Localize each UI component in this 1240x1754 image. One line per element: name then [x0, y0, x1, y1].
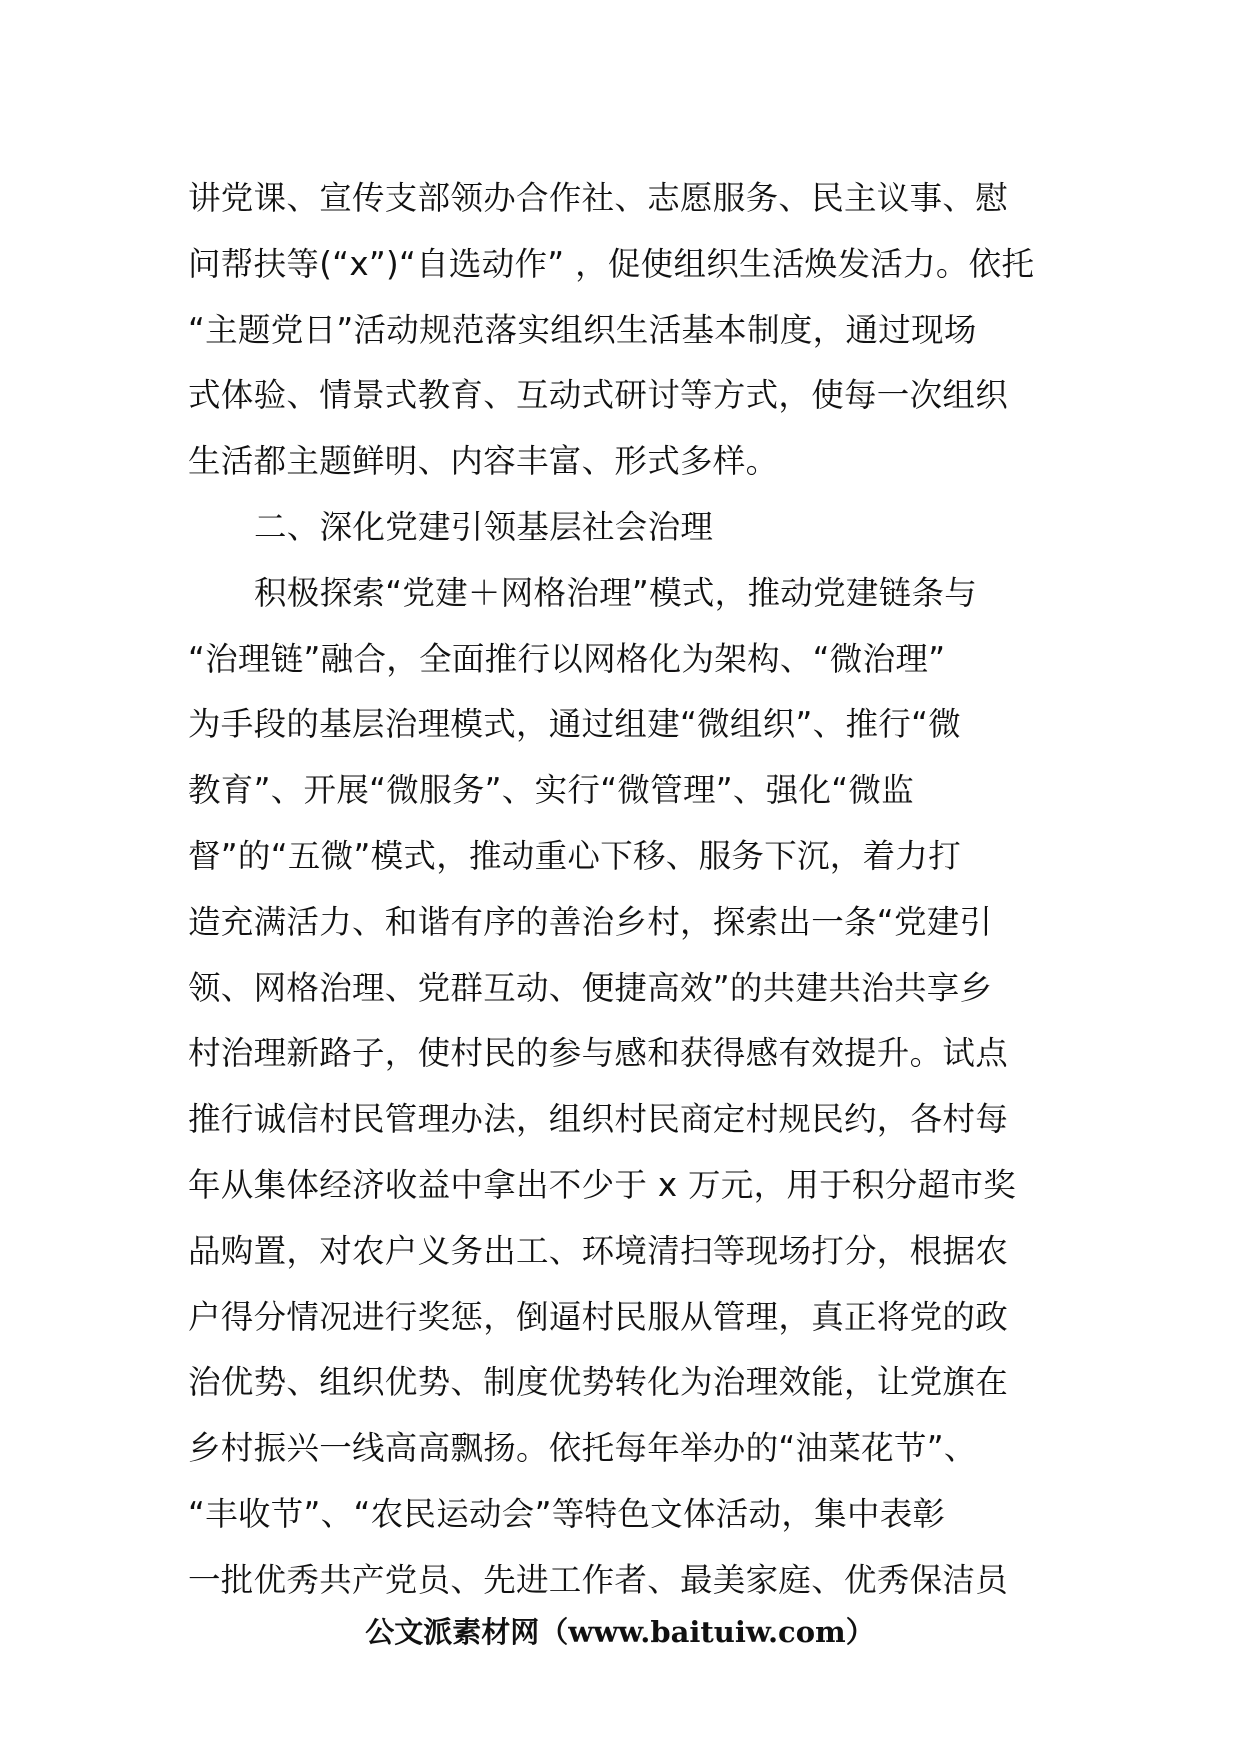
text-line: 年从集体经济收益中拿出不少于 x 万元，用于积分超市奖	[188, 1165, 1016, 1204]
text-line: 生活都主题鲜明、内容丰富、形式多样。	[188, 442, 779, 481]
text-line: 式体验、情景式教育、互动式研讨等方式，使每一次组织	[188, 376, 1009, 415]
text-line: “丰收节”、“农民运动会”等特色文体活动，集中表彰	[188, 1494, 946, 1533]
text-line: 治优势、组织优势、制度优势转化为治理效能，让党旗在	[188, 1363, 1009, 1402]
text-line: 造充满活力、和谐有序的善治乡村，探索出一条“党建引	[188, 902, 993, 941]
text-line: 村治理新路子，使村民的参与感和获得感有效提升。试点	[188, 1034, 1009, 1073]
text-line: 为手段的基层治理模式，通过组建“微组织”、推行“微	[188, 705, 962, 744]
text-line: “治理链”融合，全面推行以网格化为架构、“微治理”	[188, 639, 946, 678]
text-line: 推行诚信村民管理办法，组织村民商定村规民约，各村每	[188, 1100, 1009, 1139]
footer-watermark-text: 公文派素材网（www.baituiw.com）	[365, 1615, 875, 1649]
text-line: “主题党日”活动规范落实组织生活基本制度，通过现场	[188, 310, 977, 349]
document-body	[188, 166, 1058, 1614]
section-heading: 二、深化党建引领基层社会治理	[254, 507, 714, 546]
text-line: 一批优秀共产党员、先进工作者、最美家庭、优秀保洁员	[188, 1560, 1009, 1599]
text-line: 品购置，对农户义务出工、环境清扫等现场打分，根据农	[188, 1231, 1009, 1270]
text-line: 督”的“五微”模式，推动重心下移、服务下沉，着力打	[188, 836, 962, 875]
text-line: 教育”、开展“微服务”、实行“微管理”、强化“微监	[188, 771, 915, 810]
text-line: 讲党课、宣传支部领办合作社、志愿服务、民主议事、慰	[188, 179, 1009, 217]
text-line: 领、网格治理、党群互动、便捷高效”的共建共治共享乡	[188, 968, 993, 1007]
paragraph-first-line: 积极探索“党建＋网格治理”模式，推动党建链条与	[254, 573, 978, 612]
text-line: 户得分情况进行奖惩，倒逼村民服从管理，真正将党的政	[188, 1297, 1009, 1336]
text-line: 问帮扶等(“x”)“自选动作” ，促使组织生活焕发活力。依托	[188, 244, 1035, 283]
text-line: 乡村振兴一线高高飘扬。依托每年举办的“油菜花节”、	[188, 1429, 977, 1468]
